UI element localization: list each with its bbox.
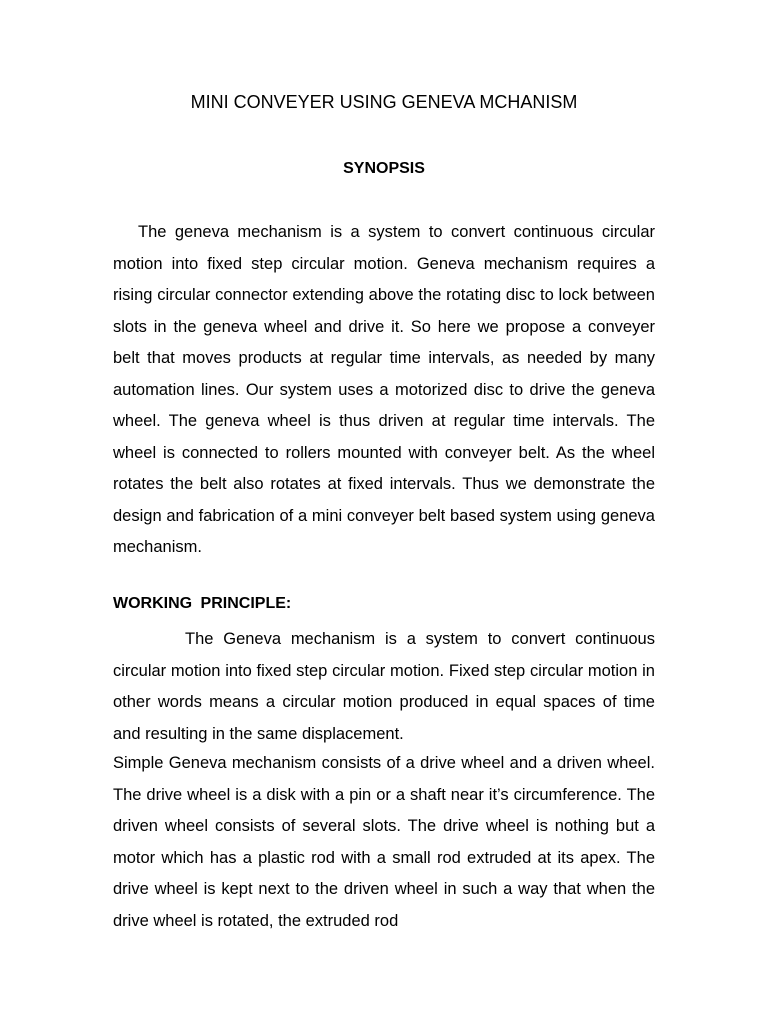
working-principle-paragraph-2: Simple Geneva mechanism consists of a drive wheel and a driven wheel. The drive wheel is a disk with a pin or a shaft near it’s circumference. The driven wheel consists of several slots. The drive wheel is nothing but a motor which has a plastic rod with a small rod extruded at its apex. The drive wheel is kept next to the driven wheel in such a way that when the drive wheel is rotated, the extruded rod xyxy=(113,754,655,930)
synopsis-heading: SYNOPSIS xyxy=(343,160,425,177)
working-principle-paragraph-1: The Geneva mechanism is a system to convert continuous circular motion into fixed step circular motion. Fixed step circular motion in other words means a circular motion produced in equal spaces of time and resulting in the same displacement. xyxy=(113,630,655,743)
working-principle-heading: WORKING PRINCIPLE: xyxy=(113,595,292,612)
document-title: MINI CONVEYER USING GENEVA MCHANISM xyxy=(190,92,578,112)
synopsis-paragraph: The geneva mechanism is a system to convert continuous circular motion into fixed step circular motion. Geneva mechanism requires a rising circular connector extending above the rotating disc to lock between slots in the geneva wheel and drive it. So here we propose a conveyer belt that moves products at regular time intervals, as needed by many automation lines. Our system uses a motorized disc to drive the geneva wheel. The geneva wheel is thus driven at regular time intervals. The wheel is connected to rollers mounted with conveyer belt. As the wheel rotates the belt also rotates at fixed intervals. Thus we demonstrate the design and fabrication of a mini conveyer belt based system using geneva mechanism. xyxy=(113,223,655,556)
